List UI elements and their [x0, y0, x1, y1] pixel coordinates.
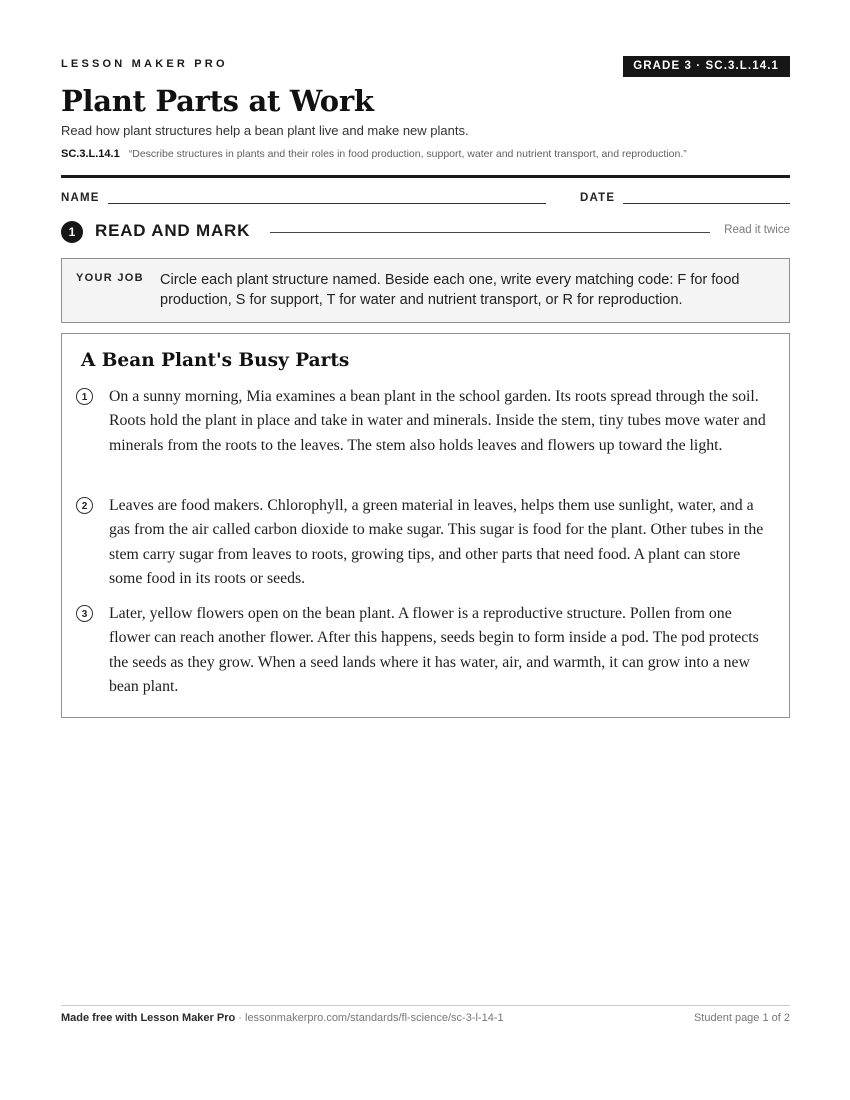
name-field[interactable] [108, 203, 546, 204]
worksheet-subtitle: Read how plant structures help a bean plant live and make new plants. [61, 123, 469, 138]
footer-credit [61, 1012, 504, 1024]
paragraph-text: Leaves are food makers. Chlorophyll, a green material in leaves, helps them use sunlight, water, and a gas from the air called carbon dioxide to make sugar. This sugar is food for the plant. Other tubes in the stem carry sugar from leaves to roots, growing tips, and other parts that need food. A plant can store some food in its roots or seeds. [109, 497, 764, 588]
section-number-badge: 1 [61, 221, 83, 243]
footer-page-number: Student page 1 of 2 [693, 1012, 790, 1024]
standard-description: “Describe structures in plants and their roles in food production, support, water and nutrient transport, and reproduction.” [128, 148, 687, 160]
section-header [61, 220, 790, 244]
reading-passage [61, 333, 790, 718]
footer-made-with: Made free with Lesson Maker Pro [61, 1012, 236, 1024]
date-field[interactable] [623, 203, 790, 204]
footer-separator: · [235, 1012, 245, 1024]
standard-code: SC.3.L.14.1 [61, 148, 120, 160]
your-job-box [61, 258, 790, 323]
footer-divider [61, 1005, 790, 1006]
section-hint: Read it twice [724, 224, 790, 236]
footer-url-link[interactable]: lessonmakerpro.com/standards/fl-science/sc-3-l-14-1 [245, 1012, 504, 1024]
worksheet-title: Plant Parts at Work [61, 84, 374, 118]
standard-line [61, 148, 687, 160]
name-date-row [61, 191, 790, 207]
section-rule [270, 232, 710, 233]
brand-name: LESSON MAKER PRO [61, 58, 228, 70]
header-top-row [61, 56, 790, 78]
grade-standard-badge: GRADE 3 · SC.3.L.14.1 [623, 56, 790, 77]
paragraph-text: Later, yellow flowers open on the bean plant. A flower is a reproductive structure. Pollen from one flower can reach another flower. After this happens, seeds begin to form inside a pod. The pod protects the seeds as they grow. When a seed lands where it has water, air, and warmth, it can grow into a new bean plant. [109, 605, 759, 696]
paragraph-number: 1 [76, 388, 93, 405]
paragraph-number: 2 [76, 497, 93, 514]
paragraph-text: On a sunny morning, Mia examines a bean plant in the school garden. Its roots spread through the soil. Roots hold the plant in place and take in water and minerals. Inside the stem, tiny tubes move water and minerals from the roots to the leaves. The stem also holds leaves and flowers up toward the light. [109, 388, 766, 454]
paragraph-number: 3 [76, 605, 93, 622]
date-label: DATE [580, 192, 616, 204]
your-job-label: YOUR JOB [76, 272, 144, 284]
your-job-instructions: Circle each plant structure named. Beside each one, write every matching code: F for food production, S for support, T for water and nutrient transport, or R for reproduction. [160, 272, 740, 308]
worksheet-page [61, 0, 790, 1100]
name-label: NAME [61, 192, 100, 204]
header-divider [61, 175, 790, 178]
passage-title: A Bean Plant's Busy Parts [81, 350, 350, 371]
section-title: READ AND MARK [95, 221, 251, 240]
